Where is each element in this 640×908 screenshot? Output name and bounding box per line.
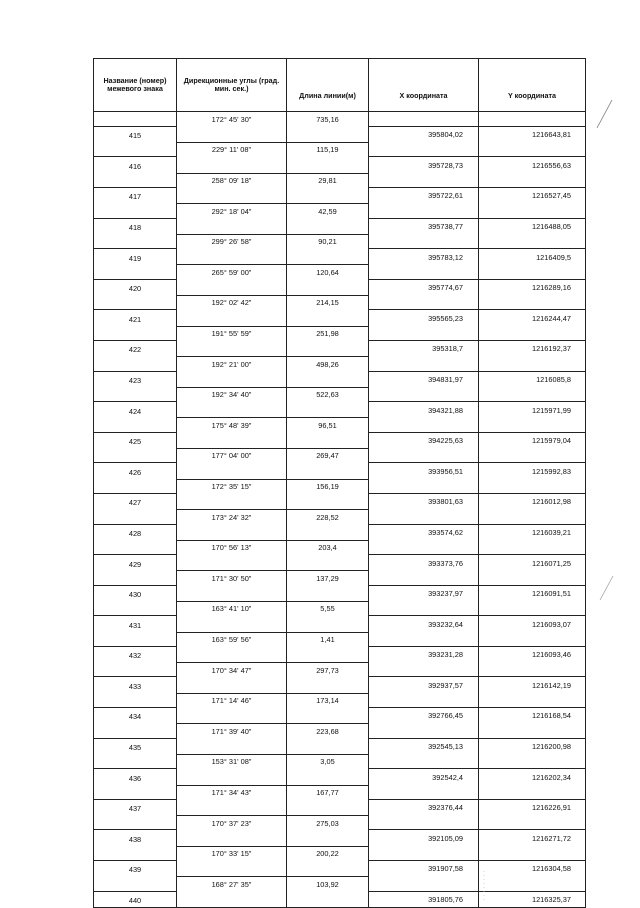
point-name: 421 <box>94 310 177 326</box>
header-angles: Дирекциoнные углы (град. мин. сек.) <box>177 59 287 112</box>
x-coordinate: 392545,13 <box>369 738 479 754</box>
x-coordinate: 393231,28 <box>369 646 479 662</box>
line-length: 223,68 <box>287 724 369 738</box>
point-name: 427 <box>94 493 177 509</box>
direction-angle: 170° 56' 13" <box>177 540 287 554</box>
y-coordinate: 1216556,63 <box>479 157 586 173</box>
x-coordinate: 393237,97 <box>369 585 479 601</box>
y-coordinate: 1215971,99 <box>479 402 586 418</box>
direction-angle: 171° 14' 46" <box>177 693 287 707</box>
y-coordinate: 1216142,19 <box>479 677 586 693</box>
line-length: 103,92 <box>287 877 369 891</box>
direction-angle: 258° 09' 18" <box>177 173 287 187</box>
x-coordinate: 391805,76 <box>369 891 479 908</box>
x-coordinate: 393574,62 <box>369 524 479 540</box>
line-length: 167,77 <box>287 785 369 799</box>
y-coordinate: 1216039,21 <box>479 524 586 540</box>
y-coordinate: 1216325,37 <box>479 891 586 908</box>
y-coordinate: 1216012,98 <box>479 493 586 509</box>
x-coordinate: 395774,67 <box>369 279 479 295</box>
line-length: 115,19 <box>287 143 369 157</box>
point-name: 432 <box>94 646 177 662</box>
y-coordinate: 1216488,05 <box>479 218 586 234</box>
y-coordinate: 1216271,72 <box>479 830 586 846</box>
point-name: 439 <box>94 861 177 877</box>
direction-angle: 168° 27' 35" <box>177 877 287 891</box>
point-name: 434 <box>94 708 177 724</box>
y-coordinate: 1216200,98 <box>479 738 586 754</box>
header-y: Y координата <box>479 59 586 112</box>
direction-angle: 299° 26' 58" <box>177 234 287 248</box>
point-name: 417 <box>94 187 177 203</box>
header-x: X координата <box>369 59 479 112</box>
direction-angle: 191° 55' 59" <box>177 326 287 340</box>
direction-angle: 170° 37' 23" <box>177 816 287 830</box>
x-coordinate: 395728,73 <box>369 157 479 173</box>
y-coordinate: 1216091,51 <box>479 585 586 601</box>
y-coordinate: 1216202,34 <box>479 769 586 785</box>
point-name: 428 <box>94 524 177 540</box>
line-length: 29,81 <box>287 173 369 187</box>
y-coordinate: 1216527,45 <box>479 187 586 203</box>
direction-angle: 292° 18' 04" <box>177 204 287 218</box>
line-length: 214,15 <box>287 296 369 310</box>
direction-angle: 192° 21' 00" <box>177 357 287 371</box>
line-length: 5,55 <box>287 602 369 616</box>
x-coordinate: 395783,12 <box>369 249 479 265</box>
point-name: 424 <box>94 402 177 418</box>
direction-angle: 171° 30' 50" <box>177 571 287 585</box>
y-coordinate: 1216093,46 <box>479 646 586 662</box>
point-name: 418 <box>94 218 177 234</box>
direction-angle: 173° 24' 32" <box>177 510 287 524</box>
pencil-mark <box>600 576 613 600</box>
point-name: 416 <box>94 157 177 173</box>
line-length: 297,73 <box>287 663 369 677</box>
point-name: 437 <box>94 799 177 815</box>
point-name: 420 <box>94 279 177 295</box>
line-length: 1,41 <box>287 632 369 646</box>
line-length: 522,63 <box>287 387 369 401</box>
y-coordinate: 1216168,54 <box>479 708 586 724</box>
line-length: 269,47 <box>287 449 369 463</box>
point-name: 425 <box>94 432 177 448</box>
direction-angle: 192° 02' 42" <box>177 296 287 310</box>
x-coordinate: 391907,58 <box>369 861 479 877</box>
point-name: 433 <box>94 677 177 693</box>
x-coordinate: 392542,4 <box>369 769 479 785</box>
line-length: 275,03 <box>287 816 369 830</box>
point-name: 426 <box>94 463 177 479</box>
line-length: 203,4 <box>287 540 369 554</box>
direction-angle: 192° 34' 40" <box>177 387 287 401</box>
x-coordinate: 392376,44 <box>369 799 479 815</box>
point-name: 440 <box>94 891 177 908</box>
x-coordinate: 393956,51 <box>369 463 479 479</box>
direction-angle: 177° 04' 00" <box>177 449 287 463</box>
line-length: 498,26 <box>287 357 369 371</box>
x-coordinate: 392937,57 <box>369 677 479 693</box>
x-coordinate: 395804,02 <box>369 126 479 142</box>
direction-angle: 170° 33' 15" <box>177 846 287 860</box>
y-coordinate: 1216085,8 <box>479 371 586 387</box>
x-coordinate: 394321,88 <box>369 402 479 418</box>
point-name: 423 <box>94 371 177 387</box>
y-coordinate: 1216093,07 <box>479 616 586 632</box>
direction-angle: 172° 35' 15" <box>177 479 287 493</box>
point-name: 431 <box>94 616 177 632</box>
line-length: 735,16 <box>287 112 369 127</box>
pencil-mark <box>597 100 612 128</box>
line-length: 3,05 <box>287 754 369 768</box>
x-coordinate: 393801,63 <box>369 493 479 509</box>
y-coordinate: 1215979,04 <box>479 432 586 448</box>
direction-angle: 172° 45' 30" <box>177 112 287 127</box>
x-coordinate: 392766,45 <box>369 708 479 724</box>
point-name: 422 <box>94 340 177 356</box>
point-name: 430 <box>94 585 177 601</box>
direction-angle: 265° 59' 00" <box>177 265 287 279</box>
x-coordinate: 393373,76 <box>369 555 479 571</box>
y-coordinate: 1216071,25 <box>479 555 586 571</box>
x-coordinate: 395722,61 <box>369 187 479 203</box>
x-coordinate: 393232,64 <box>369 616 479 632</box>
y-coordinate: 1215992,83 <box>479 463 586 479</box>
direction-angle: 171° 34' 43" <box>177 785 287 799</box>
y-coordinate: 1216192,37 <box>479 340 586 356</box>
y-coordinate: 1216226,91 <box>479 799 586 815</box>
line-length: 42,59 <box>287 204 369 218</box>
x-coordinate: 395318,7 <box>369 340 479 356</box>
y-coordinate: 1216409,5 <box>479 249 586 265</box>
y-coordinate: 1216304,58 <box>479 861 586 877</box>
point-name: 435 <box>94 738 177 754</box>
y-coordinate: 1216643,81 <box>479 126 586 142</box>
direction-angle: 170° 34' 47" <box>177 663 287 677</box>
point-name: 419 <box>94 249 177 265</box>
line-length: 228,52 <box>287 510 369 524</box>
direction-angle: 163° 41' 10" <box>177 602 287 616</box>
y-coordinate: 1216244,47 <box>479 310 586 326</box>
line-length: 137,29 <box>287 571 369 585</box>
header-length: Длина линии(м) <box>287 59 369 112</box>
x-coordinate: 395565,23 <box>369 310 479 326</box>
line-length: 251,98 <box>287 326 369 340</box>
direction-angle: 229° 11' 08" <box>177 143 287 157</box>
direction-angle: 175° 48' 39" <box>177 418 287 432</box>
x-coordinate: 395738,77 <box>369 218 479 234</box>
direction-angle: 153° 31' 08" <box>177 754 287 768</box>
line-length: 96,51 <box>287 418 369 432</box>
line-length: 156,19 <box>287 479 369 493</box>
header-name: Название (номер) межевого знака <box>94 59 177 112</box>
line-length: 200,22 <box>287 846 369 860</box>
x-coordinate: 392105,09 <box>369 830 479 846</box>
line-length: 173,14 <box>287 693 369 707</box>
line-length: 90,21 <box>287 234 369 248</box>
point-name: 429 <box>94 555 177 571</box>
y-coordinate: 1216289,16 <box>479 279 586 295</box>
point-name: 438 <box>94 830 177 846</box>
point-name: 436 <box>94 769 177 785</box>
point-name: 415 <box>94 126 177 142</box>
direction-angle: 171° 39' 40" <box>177 724 287 738</box>
line-length: 120,64 <box>287 265 369 279</box>
x-coordinate: 394225,63 <box>369 432 479 448</box>
direction-angle: 163° 59' 56" <box>177 632 287 646</box>
x-coordinate: 394831,97 <box>369 371 479 387</box>
